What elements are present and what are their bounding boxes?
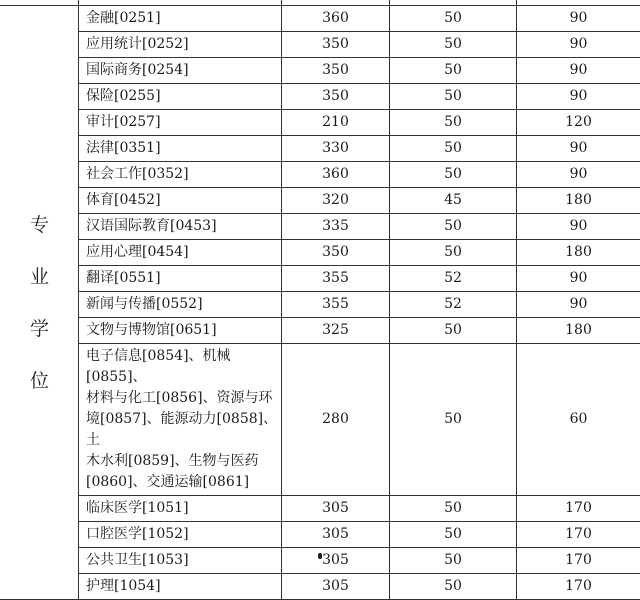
total-score-cell: 325	[282, 318, 390, 344]
total-score-cell: 330	[282, 136, 390, 162]
total-score-cell: 335	[282, 214, 390, 240]
total-score-cell: 355	[282, 292, 390, 318]
degree-name-cell: 保险[0255]	[79, 84, 282, 110]
single-subject-a-cell: 52	[390, 266, 517, 292]
single-subject-b-cell: 180	[517, 318, 640, 344]
total-score-cell: 210	[282, 110, 390, 136]
table-row	[1, 162, 640, 188]
table-row	[1, 344, 640, 496]
degree-name-cell: 新闻与传播[0552]	[79, 292, 282, 318]
single-subject-a-cell: 50	[390, 214, 517, 240]
table-row	[1, 522, 640, 548]
single-subject-a-cell: 50	[390, 574, 517, 600]
degree-name-line: 境[0857]、能源动力[0858]、土	[86, 409, 281, 451]
category-char: 学	[1, 303, 78, 355]
single-subject-b-cell: 90	[517, 162, 640, 188]
table-row	[1, 32, 640, 58]
single-subject-a-cell: 45	[390, 188, 517, 214]
single-subject-a-cell: 50	[390, 344, 517, 496]
category-cell	[1, 6, 79, 600]
single-subject-b-cell: 170	[517, 522, 640, 548]
single-subject-a-cell: 50	[390, 496, 517, 522]
total-score-cell: 280	[282, 344, 390, 496]
degree-name-cell: 翻译[0551]	[79, 266, 282, 292]
table-row	[1, 188, 640, 214]
degree-name-line: 电子信息[0854]、机械[0855]、	[86, 346, 281, 388]
category-char: 位	[1, 355, 78, 407]
category-char: 专	[1, 199, 78, 251]
degree-name-cell	[79, 344, 282, 496]
single-subject-b-cell: 170	[517, 574, 640, 600]
single-subject-a-cell: 50	[390, 32, 517, 58]
total-score-cell: 355	[282, 266, 390, 292]
single-subject-a-cell: 50	[390, 58, 517, 84]
table-row	[1, 574, 640, 600]
total-score-cell: 350	[282, 58, 390, 84]
table-row	[1, 292, 640, 318]
total-score-cell: 305	[282, 574, 390, 600]
total-score-cell: 350	[282, 240, 390, 266]
degree-name-cell: 应用统计[0252]	[79, 32, 282, 58]
single-subject-b-cell: 90	[517, 84, 640, 110]
total-score-cell: 360	[282, 6, 390, 32]
single-subject-b-cell: 90	[517, 136, 640, 162]
total-score-cell: 360	[282, 162, 390, 188]
table-row	[1, 58, 640, 84]
single-subject-a-cell: 50	[390, 240, 517, 266]
page-edge-mark	[318, 553, 322, 559]
single-subject-b-cell: 90	[517, 6, 640, 32]
total-score-cell: 320	[282, 188, 390, 214]
single-subject-b-cell: 180	[517, 188, 640, 214]
table-row	[1, 266, 640, 292]
table-row	[1, 318, 640, 344]
table-row	[1, 110, 640, 136]
score-table-body	[1, 0, 640, 600]
degree-name-cell: 体育[0452]	[79, 188, 282, 214]
single-subject-b-cell: 120	[517, 110, 640, 136]
single-subject-a-cell: 50	[390, 522, 517, 548]
degree-name-cell: 国际商务[0254]	[79, 58, 282, 84]
table-row	[1, 548, 640, 574]
single-subject-b-cell: 90	[517, 32, 640, 58]
degree-name-cell: 公共卫生[1053]	[79, 548, 282, 574]
degree-name-cell: 文物与博物馆[0651]	[79, 318, 282, 344]
degree-name-cell: 临床医学[1051]	[79, 496, 282, 522]
degree-name-cell: 护理[1054]	[79, 574, 282, 600]
degree-name-line: 材料与化工[0856]、资源与环	[86, 388, 281, 409]
degree-name-cell: 金融[0251]	[79, 6, 282, 32]
table-row	[1, 84, 640, 110]
single-subject-b-cell: 60	[517, 344, 640, 496]
degree-name-cell: 法律[0351]	[79, 136, 282, 162]
total-score-cell: 350	[282, 84, 390, 110]
degree-name-cell: 社会工作[0352]	[79, 162, 282, 188]
table-row	[1, 6, 640, 32]
single-subject-b-cell: 170	[517, 548, 640, 574]
single-subject-a-cell: 50	[390, 110, 517, 136]
table-row	[1, 136, 640, 162]
single-subject-b-cell: 170	[517, 496, 640, 522]
total-score-cell: 305	[282, 496, 390, 522]
total-score-cell: 305	[282, 522, 390, 548]
table-row	[1, 496, 640, 522]
degree-name-line: [0860]、交通运输[0861]	[86, 472, 281, 493]
degree-name-cell: 应用心理[0454]	[79, 240, 282, 266]
single-subject-b-cell: 180	[517, 240, 640, 266]
single-subject-a-cell: 50	[390, 162, 517, 188]
single-subject-a-cell: 50	[390, 84, 517, 110]
single-subject-b-cell: 90	[517, 292, 640, 318]
total-score-cell: 350	[282, 32, 390, 58]
single-subject-a-cell: 50	[390, 6, 517, 32]
category-char: 业	[1, 251, 78, 303]
degree-name-cell: 审计[0257]	[79, 110, 282, 136]
table-row	[1, 214, 640, 240]
degree-name-cell: 汉语国际教育[0453]	[79, 214, 282, 240]
total-score-cell: 305	[282, 548, 390, 574]
single-subject-a-cell: 52	[390, 292, 517, 318]
single-subject-b-cell: 90	[517, 266, 640, 292]
single-subject-a-cell: 50	[390, 318, 517, 344]
degree-name-line: 木水利[0859]、生物与医药	[86, 451, 281, 472]
single-subject-b-cell: 90	[517, 214, 640, 240]
degree-name-cell: 口腔医学[1052]	[79, 522, 282, 548]
single-subject-a-cell: 50	[390, 136, 517, 162]
table-row	[1, 240, 640, 266]
single-subject-b-cell: 90	[517, 58, 640, 84]
single-subject-a-cell: 50	[390, 548, 517, 574]
